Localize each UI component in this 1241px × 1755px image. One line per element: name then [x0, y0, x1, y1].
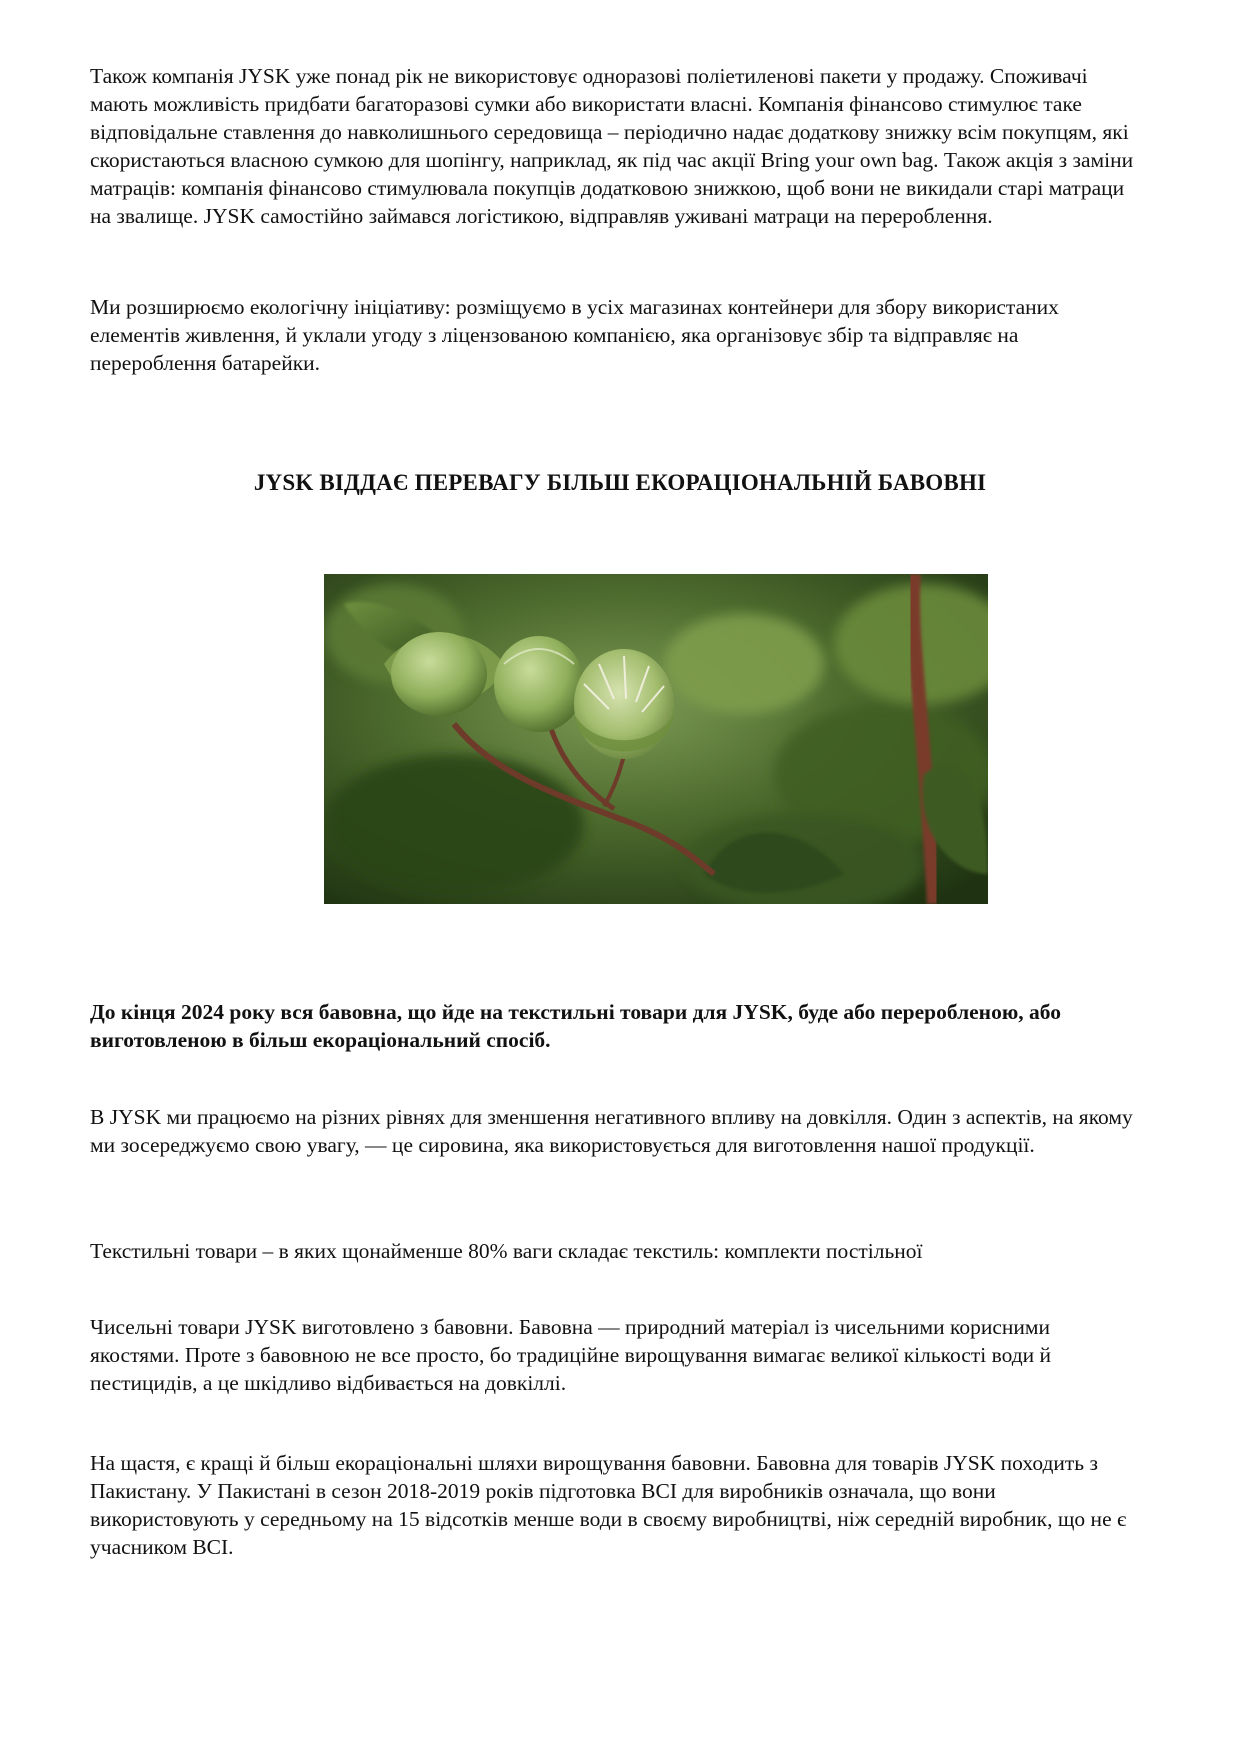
paragraph-textile-definition: Текстильні товари – в яких щонайменше 80% ваги складає текстиль: комплекти постільної [90, 1239, 923, 1263]
paragraph-bci-pakistan: На щастя, є кращі й більш екораціональні шляхи вирощування бавовни. Бавовна для товарів JYSK походить з Пакистану. У Пакистані в сезон 2018-2019 років підготовка BCI для виробників означала, що вони використовують у середньому на 15 відсотків менше води в своєму виробництві, ніж середній виробник, що не є учасником BCI. [90, 1451, 1127, 1559]
section-heading: JYSK ВІДДАЄ ПЕРЕВАГУ БІЛЬШ ЕКОРАЦІОНАЛЬНІЙ БАВОВНІ [253, 470, 987, 495]
paragraph-raw-materials: В JYSK ми працюємо на різних рівнях для зменшення негативного впливу на довкілля. Один з аспектів, на якому ми зосереджуємо свою увагу, — це сировина, яка використовується для виготовлення нашої продукції. [90, 1105, 1133, 1157]
cotton-bolls-photo [324, 574, 988, 904]
paragraph-plastic-bags: Також компанія JYSK уже понад рік не використовує одноразові поліетиленові пакети у продажу. Споживачі мають можливість придбати багаторазові сумки або використати власні. Компанія фінансово стимулює таке відповідальне ставлення до навколишнього середовища – періодично надає додаткову знижку всім покупцям, які скористаються власною сумкою для шопінгу, наприклад, як під час акції Bring your own bag. Також акція з заміни матраців: компанія фінансово стимулювала покупців додатковою знижкою, щоб вони не викидали старі матраци на звалище. JYSK самостійно займався логістикою, відправляв уживані матраци на перероблення. [90, 64, 1134, 228]
cotton-photo-icon [324, 574, 988, 904]
paragraph-batteries: Ми розширюємо екологічну ініціативу: розміщуємо в усіх магазинах контейнери для збору використаних елементів живлення, й уклали угоду з ліцензованою компанією, яка організовує збір та відправляє на перероблення батарейки. [90, 295, 1059, 375]
paragraph-cotton-issues: Чисельні товари JYSK виготовлено з бавовни. Бавовна — природний матеріал із чисельними корисними якостями. Проте з бавовною не все просто, бо традиційне вирощування вимагає великої кількості води й пестицидів, а це шкідливо відбивається на довкіллі. [90, 1315, 1052, 1395]
lead-paragraph: До кінця 2024 року вся бавовна, що йде на текстильні товари для JYSK, буде або переробленою, або виготовленою в більш екораціональний спосіб. [90, 1000, 1061, 1052]
